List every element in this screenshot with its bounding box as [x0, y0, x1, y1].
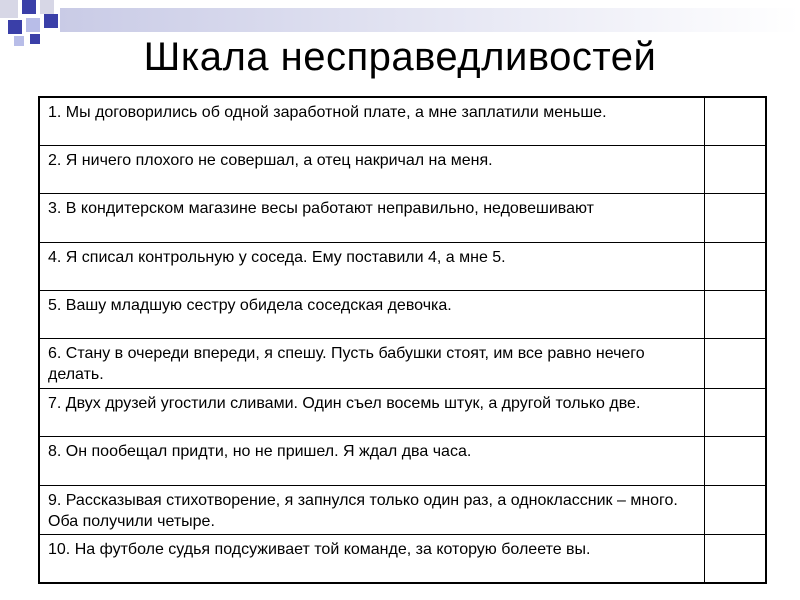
statement-cell: 1. Мы договорились об одной заработной плате, а мне заплатили меньше.: [39, 97, 705, 145]
rating-cell[interactable]: [705, 535, 767, 583]
table-row: [39, 437, 766, 485]
rating-cell[interactable]: [705, 485, 767, 534]
table-row: [39, 388, 766, 436]
slide-title: Шкала несправедливостей: [143, 35, 657, 79]
rating-cell[interactable]: [705, 388, 767, 436]
rating-cell[interactable]: [705, 339, 767, 388]
statement-cell: 8. Он пообещал придти, но не пришел. Я ждал два часа.: [39, 437, 705, 485]
deco-square-2: [22, 0, 36, 14]
statement-cell: 7. Двух друзей угостили сливами. Один съел восемь штук, а другой только две.: [39, 388, 705, 436]
table-row: [39, 485, 766, 534]
rating-cell[interactable]: [705, 437, 767, 485]
statement-cell: 2. Я ничего плохого не совершал, а отец накричал на меня.: [39, 145, 705, 193]
statement-cell: 4. Я списал контрольную у соседа. Ему поставили 4, а мне 5.: [39, 242, 705, 290]
table-body: [39, 97, 766, 583]
injustice-scale-table: [38, 96, 767, 584]
rating-cell[interactable]: [705, 145, 767, 193]
rating-cell[interactable]: [705, 291, 767, 339]
table-row: [39, 242, 766, 290]
rating-cell[interactable]: [705, 242, 767, 290]
table-row: [39, 339, 766, 388]
statement-cell: 5. Вашу младшую сестру обидела соседская девочка.: [39, 291, 705, 339]
statement-cell: 3. В кондитерском магазине весы работают неправильно, недовешивают: [39, 194, 705, 242]
table-row: [39, 145, 766, 193]
table-row: [39, 291, 766, 339]
header-fade-bar: [60, 8, 800, 32]
statement-cell: 10. На футболе судья подсуживает той команде, за которую болеете вы.: [39, 535, 705, 583]
deco-square-1: [0, 0, 18, 18]
rating-cell[interactable]: [705, 194, 767, 242]
injustice-scale-table-wrapper: [38, 96, 763, 584]
table-row: [39, 535, 766, 583]
deco-square-3: [40, 0, 54, 14]
table-row: [39, 194, 766, 242]
deco-square-5: [26, 18, 40, 32]
statement-cell: 9. Рассказывая стихотворение, я запнулся только один раз, а одноклассник – много. Оба получили четыре.: [39, 485, 705, 534]
rating-cell[interactable]: [705, 97, 767, 145]
statement-cell: 6. Стану в очереди впереди, я спешу. Пусть бабушки стоят, им все равно нечего делать.: [39, 339, 705, 388]
deco-square-6: [44, 14, 58, 28]
table-row: [39, 97, 766, 145]
